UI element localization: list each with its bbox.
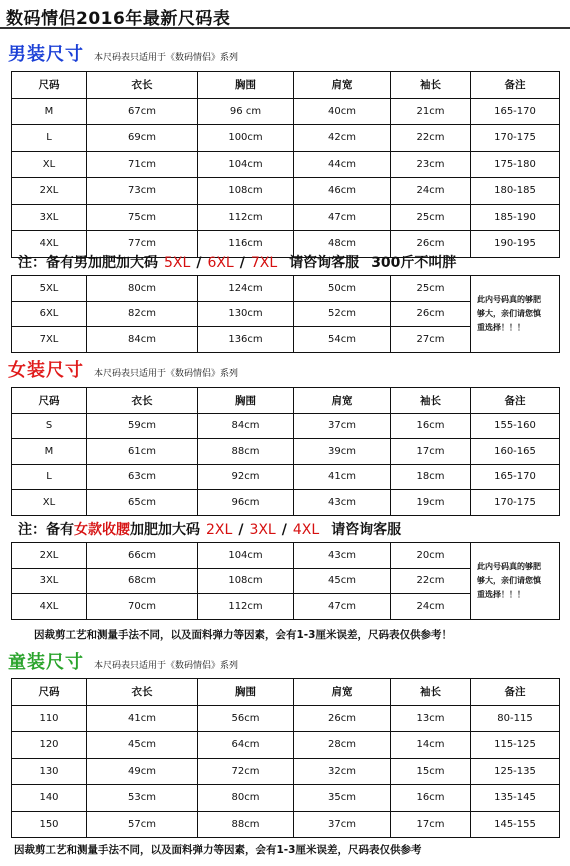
- table-cell: 41cm: [87, 705, 198, 732]
- column-header: 胸围: [198, 679, 294, 706]
- table-row: [12, 204, 560, 231]
- table-cell: 61cm: [87, 439, 198, 465]
- table-cell: 57cm: [87, 811, 198, 838]
- plus-size-warning-note: [471, 543, 560, 620]
- table-cell: 71cm: [87, 151, 198, 178]
- table-cell: 32cm: [294, 758, 391, 785]
- column-header: 胸围: [198, 72, 294, 99]
- table-cell: 73cm: [87, 178, 198, 205]
- column-header: 袖长: [391, 72, 471, 99]
- women-plus-note-prefix: 注：备有: [18, 522, 74, 538]
- table-cell: 170-175: [471, 490, 560, 516]
- table-cell: 23cm: [391, 151, 471, 178]
- men-section-title: 男装尺寸: [8, 44, 84, 65]
- women-section-header: [8, 360, 238, 382]
- men-plus-note-extra: 300斤不叫胖: [371, 255, 457, 271]
- table-cell: 80-115: [471, 705, 560, 732]
- table-cell: 165-170: [471, 98, 560, 125]
- table-cell: 28cm: [294, 732, 391, 759]
- table-cell: 77cm: [87, 231, 198, 258]
- table-row: [12, 785, 560, 812]
- women-plus-size-4xl: 4XL: [292, 522, 320, 538]
- table-cell: 100cm: [198, 125, 294, 152]
- table-row: [12, 543, 560, 569]
- table-cell: 44cm: [294, 151, 391, 178]
- warning-line: 够大，亲们请您慎: [477, 575, 541, 585]
- column-header: 衣长: [87, 72, 198, 99]
- men-plus-size-6xl: 6XL: [207, 255, 234, 271]
- men-plus-size-table: [11, 275, 560, 353]
- table-header-row: [12, 388, 560, 414]
- table-cell: 165-170: [471, 464, 560, 490]
- table-cell: 130cm: [198, 301, 294, 327]
- table-cell: 135-145: [471, 785, 560, 812]
- table-cell: 108cm: [198, 568, 294, 594]
- table-cell: S: [12, 413, 87, 439]
- column-header: 袖长: [391, 679, 471, 706]
- table-row: [12, 413, 560, 439]
- kids-section-title: 童装尺寸: [8, 652, 84, 673]
- table-cell: 56cm: [198, 705, 294, 732]
- table-cell: 53cm: [87, 785, 198, 812]
- women-plus-size-table: [11, 542, 560, 620]
- table-cell: 52cm: [294, 301, 391, 327]
- table-cell: 13cm: [391, 705, 471, 732]
- table-cell: 170-175: [471, 125, 560, 152]
- table-row: [12, 811, 560, 838]
- table-cell: 37cm: [294, 811, 391, 838]
- table-cell: 69cm: [87, 125, 198, 152]
- title-divider: [0, 27, 570, 29]
- table-cell: M: [12, 98, 87, 125]
- men-plus-size-7xl: 7XL: [250, 255, 278, 271]
- table-cell: 116cm: [198, 231, 294, 258]
- table-cell: 20cm: [391, 543, 471, 569]
- table-cell: 160-165: [471, 439, 560, 465]
- women-section-note: 本尺码表只适用于《数码情侣》系列: [94, 369, 239, 379]
- table-cell: 4XL: [12, 231, 87, 258]
- table-cell: 82cm: [87, 301, 198, 327]
- table-cell: 80cm: [87, 276, 198, 302]
- warning-line: 够大，亲们请您慎: [477, 308, 541, 318]
- table-cell: 185-190: [471, 204, 560, 231]
- table-cell: 40cm: [294, 98, 391, 125]
- table-cell: 2XL: [12, 178, 87, 205]
- column-header: 尺码: [12, 72, 87, 99]
- table-cell: M: [12, 439, 87, 465]
- table-cell: 112cm: [198, 594, 294, 620]
- table-cell: 43cm: [294, 543, 391, 569]
- table-cell: 4XL: [12, 594, 87, 620]
- women-plus-note-highlight: 女款收腰: [74, 522, 130, 538]
- table-cell: 70cm: [87, 594, 198, 620]
- table-cell: 26cm: [391, 231, 471, 258]
- kids-disclaimer: 因裁剪工艺和测量手法不同，以及面料弹力等因素，会有1-3厘米误差，尺码表仅供参考: [14, 844, 422, 856]
- table-cell: 26cm: [294, 705, 391, 732]
- warning-line: 重选择！！！: [477, 322, 525, 332]
- table-cell: XL: [12, 490, 87, 516]
- table-cell: 68cm: [87, 568, 198, 594]
- column-header: 尺码: [12, 679, 87, 706]
- column-header: 备注: [471, 388, 560, 414]
- column-header: 尺码: [12, 388, 87, 414]
- men-plus-note-prefix: 注：备有男加肥加大码: [18, 255, 158, 271]
- table-cell: 124cm: [198, 276, 294, 302]
- table-cell: 115-125: [471, 732, 560, 759]
- table-cell: 104cm: [198, 543, 294, 569]
- table-cell: 5XL: [12, 276, 87, 302]
- table-cell: 140: [12, 785, 87, 812]
- women-plus-note-mid: 加肥加大码: [130, 522, 200, 538]
- men-plus-note-suffix: 请咨询客服: [289, 255, 360, 271]
- table-cell: 49cm: [87, 758, 198, 785]
- table-cell: L: [12, 125, 87, 152]
- table-row: [12, 178, 560, 205]
- page-title: 数码情侣2016年最新尺码表: [6, 9, 231, 29]
- table-cell: 46cm: [294, 178, 391, 205]
- table-cell: 104cm: [198, 151, 294, 178]
- table-cell: 15cm: [391, 758, 471, 785]
- column-header: 备注: [471, 679, 560, 706]
- table-cell: 67cm: [87, 98, 198, 125]
- table-row: [12, 490, 560, 516]
- table-cell: 24cm: [391, 178, 471, 205]
- table-cell: 110: [12, 705, 87, 732]
- table-cell: 63cm: [87, 464, 198, 490]
- column-header: 袖长: [391, 388, 471, 414]
- table-row: [12, 439, 560, 465]
- table-cell: 136cm: [198, 327, 294, 353]
- table-cell: 120: [12, 732, 87, 759]
- table-cell: 35cm: [294, 785, 391, 812]
- table-cell: 108cm: [198, 178, 294, 205]
- column-header: 衣长: [87, 388, 198, 414]
- table-cell: 88cm: [198, 439, 294, 465]
- table-cell: 43cm: [294, 490, 391, 516]
- table-cell: 45cm: [294, 568, 391, 594]
- table-row: [12, 276, 560, 302]
- table-cell: 180-185: [471, 178, 560, 205]
- table-cell: 3XL: [12, 204, 87, 231]
- table-cell: 96 cm: [198, 98, 294, 125]
- table-cell: 37cm: [294, 413, 391, 439]
- table-header-row: [12, 679, 560, 706]
- table-row: [12, 125, 560, 152]
- table-cell: 84cm: [87, 327, 198, 353]
- kids-size-table: [11, 678, 560, 838]
- column-header: 胸围: [198, 388, 294, 414]
- table-cell: 22cm: [391, 568, 471, 594]
- table-cell: 21cm: [391, 98, 471, 125]
- column-header: 肩宽: [294, 679, 391, 706]
- table-row: [12, 705, 560, 732]
- table-cell: XL: [12, 151, 87, 178]
- table-row: [12, 464, 560, 490]
- table-cell: 54cm: [294, 327, 391, 353]
- women-plus-sep-2: /: [281, 522, 287, 538]
- women-disclaimer: 因裁剪工艺和测量手法不同，以及面料弹力等因素，会有1-3厘米误差，尺码表仅供参考！: [34, 629, 452, 641]
- table-row: [12, 151, 560, 178]
- men-size-table: [11, 71, 560, 258]
- warning-line: 此内号码真的够肥: [477, 294, 541, 304]
- table-cell: 16cm: [391, 785, 471, 812]
- table-cell: 75cm: [87, 204, 198, 231]
- column-header: 肩宽: [294, 72, 391, 99]
- table-cell: 25cm: [391, 276, 471, 302]
- table-cell: 41cm: [294, 464, 391, 490]
- table-cell: 190-195: [471, 231, 560, 258]
- table-cell: 6XL: [12, 301, 87, 327]
- table-cell: 155-160: [471, 413, 560, 439]
- table-cell: 24cm: [391, 594, 471, 620]
- table-cell: 16cm: [391, 413, 471, 439]
- table-cell: 22cm: [391, 125, 471, 152]
- table-cell: L: [12, 464, 87, 490]
- men-section-header: [8, 44, 238, 66]
- table-cell: 66cm: [87, 543, 198, 569]
- table-cell: 42cm: [294, 125, 391, 152]
- table-cell: 96cm: [198, 490, 294, 516]
- table-cell: 19cm: [391, 490, 471, 516]
- table-row: [12, 732, 560, 759]
- kids-section-note: 本尺码表只适用于《数码情侣》系列: [94, 661, 239, 671]
- table-cell: 25cm: [391, 204, 471, 231]
- table-row: [12, 98, 560, 125]
- table-cell: 175-180: [471, 151, 560, 178]
- women-plus-size-3xl: 3XL: [249, 522, 276, 538]
- table-cell: 18cm: [391, 464, 471, 490]
- warning-line: 此内号码真的够肥: [477, 561, 541, 571]
- women-section-title: 女装尺寸: [8, 360, 84, 381]
- table-cell: 26cm: [391, 301, 471, 327]
- women-size-table: [11, 387, 560, 516]
- women-plus-note-suffix: 请咨询客服: [331, 522, 402, 538]
- table-cell: 145-155: [471, 811, 560, 838]
- column-header: 衣长: [87, 679, 198, 706]
- table-cell: 17cm: [391, 811, 471, 838]
- warning-line: 重选择！！！: [477, 589, 525, 599]
- table-cell: 48cm: [294, 231, 391, 258]
- table-cell: 84cm: [198, 413, 294, 439]
- table-cell: 47cm: [294, 594, 391, 620]
- table-header-row: [12, 72, 560, 99]
- table-cell: 88cm: [198, 811, 294, 838]
- table-cell: 150: [12, 811, 87, 838]
- table-cell: 80cm: [198, 785, 294, 812]
- table-cell: 64cm: [198, 732, 294, 759]
- kids-section-header: [8, 652, 238, 674]
- table-cell: 27cm: [391, 327, 471, 353]
- column-header: 备注: [471, 72, 560, 99]
- table-cell: 130: [12, 758, 87, 785]
- table-cell: 47cm: [294, 204, 391, 231]
- table-row: [12, 758, 560, 785]
- table-cell: 45cm: [87, 732, 198, 759]
- men-plus-size-5xl: 5XL: [164, 255, 191, 271]
- table-cell: 7XL: [12, 327, 87, 353]
- table-cell: 14cm: [391, 732, 471, 759]
- table-cell: 125-135: [471, 758, 560, 785]
- women-plus-size-2xl: 2XL: [206, 522, 233, 538]
- plus-size-warning-note: [471, 276, 560, 353]
- table-cell: 72cm: [198, 758, 294, 785]
- table-cell: 59cm: [87, 413, 198, 439]
- women-plus-sep-1: /: [238, 522, 244, 538]
- men-plus-sep-1: /: [196, 255, 202, 271]
- table-cell: 2XL: [12, 543, 87, 569]
- women-plus-size-note: [18, 519, 407, 539]
- table-cell: 112cm: [198, 204, 294, 231]
- table-cell: 17cm: [391, 439, 471, 465]
- table-cell: 92cm: [198, 464, 294, 490]
- men-plus-sep-2: /: [239, 255, 245, 271]
- column-header: 肩宽: [294, 388, 391, 414]
- table-cell: 3XL: [12, 568, 87, 594]
- men-plus-size-note: [18, 252, 462, 272]
- men-section-note: 本尺码表只适用于《数码情侣》系列: [94, 53, 239, 63]
- table-cell: 50cm: [294, 276, 391, 302]
- table-cell: 39cm: [294, 439, 391, 465]
- table-cell: 65cm: [87, 490, 198, 516]
